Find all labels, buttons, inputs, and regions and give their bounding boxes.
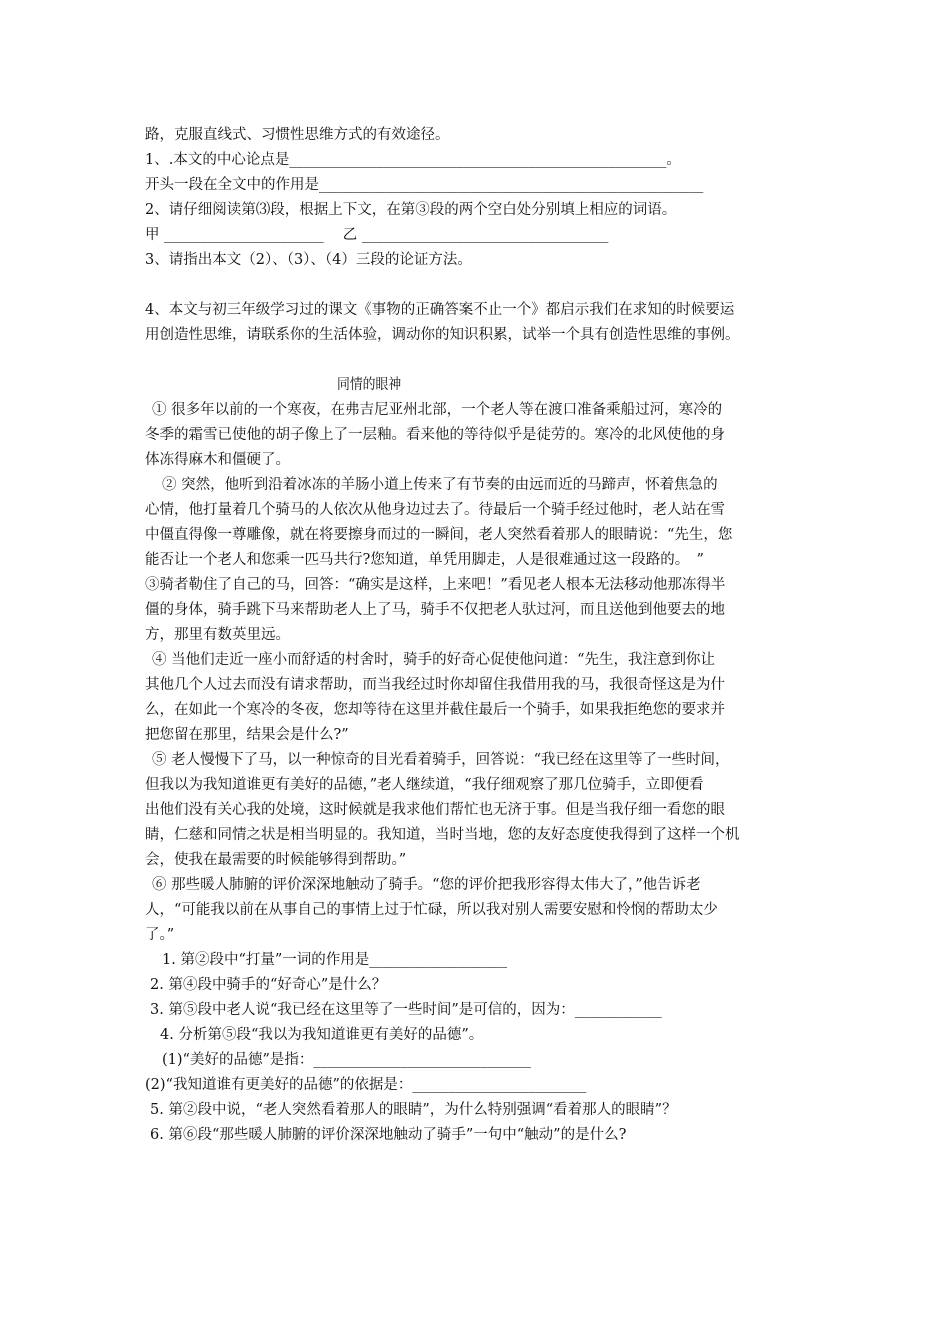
question-2-blanks: 甲 ______________________ 乙 __________________________________ [145, 227, 609, 243]
paragraph-line: ② 突然，他听到沿着冰冻的羊肠小道上传来了有节奏的由远而近的马蹄声，怀着焦急的 [162, 477, 718, 493]
paragraph-line: 体冻得麻木和僵硬了。 [145, 452, 290, 468]
article-title: 同情的眼神 [337, 377, 402, 393]
paragraph-line: ④ 当他们走近一座小而舒适的村舍时，骑手的好奇心促使他问道：“先生，我注意到你让 [152, 652, 716, 668]
exercise-2: 2. 第④段中骑手的“好奇心”是什么？ [150, 977, 387, 993]
paragraph-line: 了。” [145, 927, 175, 943]
exercise-1: 1. 第②段中“打量”一词的作用是___________________ [162, 952, 508, 968]
question-2: 2、请仔细阅读第⑶段，根据上下文，在第③段的两个空白处分别填上相应的词语。 [145, 202, 677, 218]
paragraph-line: 中僵直得像一尊雕像，就在将要擦身而过的一瞬间，老人突然看着那人的眼睛说：“先生，您 [145, 527, 733, 543]
exercise-6: 6. 第⑥段“那些暖人肺腑的评价深深地触动了骑手”一句中“触动”的是什么? [150, 1127, 627, 1143]
question-4-cont: 用创造性思维，请联系你的生活体验，调动你的知识积累，试举一个具有创造性思维的事例。 [145, 327, 740, 343]
paragraph-line: ⑥ 那些暖人肺腑的评价深深地触动了骑手。“您的评价把我形容得太伟大了，”他告诉老 [152, 877, 701, 893]
paragraph-line: ③骑者勒住了自己的马，回答：“确实是这样，上来吧！”看见老人根本无法移动他那冻得半 [145, 577, 726, 593]
paragraph-line: 冬季的霜雪已使他的胡子像上了一层釉。看来他的等待似乎是徒劳的。寒冷的北风使他的身 [145, 427, 725, 443]
paragraph-line: 能否让一个老人和您乘一匹马共行?您知道，单凭用脚走，人是很难通过这一段路的。 ” [145, 552, 704, 568]
paragraph-line: ① 很多年以前的一个寒夜，在弗吉尼亚州北部，一个老人等在渡口准备乘船过河，寒冷的 [152, 402, 723, 418]
exercise-3: 3. 第⑤段中老人说“我已经在这里等了一些时间”是可信的，因为：____________ [150, 1002, 662, 1018]
question-1: 1、.本文的中心论点是____________________________________________________。 [145, 152, 681, 168]
paragraph-line: 僵的身体，骑手跳下马来帮助老人上了马，骑手不仅把老人驮过河，而且送他到他要去的地 [145, 602, 725, 618]
paragraph-line: 出他们没有关心我的处境，这时候就是我求他们帮忙也无济于事。但是当我仔细一看您的眼 [145, 802, 725, 818]
question-1-part-2: 开头一段在全文中的作用是_____________________________________________________ [145, 177, 704, 193]
paragraph-line: 把您留在那里，结果会是什么?” [145, 727, 349, 743]
question-3: 3、请指出本文（2）、（3）、（4）三段的论证方法。 [145, 252, 472, 268]
paragraph-line: 其他几个人过去而没有请求帮助，而当我经过时你却留住我借用我的马，我很奇怪这是为什 [145, 677, 725, 693]
paragraph-line: ⑤ 老人慢慢下了马，以一种惊奇的目光看着骑手，回答说：“我已经在这里等了一些时间， [152, 752, 730, 768]
paragraph-line: 会，使我在最需要的时候能够得到帮助。” [145, 852, 407, 868]
paragraph-line: 方，那里有数英里远。 [145, 627, 290, 643]
paragraph-line: 但我以为我知道谁更有美好的品德，”老人继续道，“我仔细观察了那几位骑手，立即便看 [145, 777, 704, 793]
exercise-5: 5. 第②段中说，“老人突然看着那人的眼睛”，为什么特别强调“看着那人的眼睛”？ [150, 1102, 677, 1118]
exercise-4: 4. 分析第⑤段“我以为我知道谁更有美好的品德”。 [160, 1027, 484, 1043]
paragraph-line: 睛，仁慈和同情之状是相当明显的。我知道，当时当地，您的友好态度使我得到了这样一个机 [145, 827, 740, 843]
paragraph-line: 么，在如此一个寒冷的冬夜，您却等待在这里并截住最后一个骑手，如果我拒绝您的要求并 [145, 702, 725, 718]
paragraph-line: 心情，他打量着几个骑马的人依次从他身边过去了。待最后一个骑手经过他时，老人站在雪 [145, 502, 725, 518]
exercise-4-part-2: (2)“我知道谁有更美好的品德”的依据是：________________________ [145, 1077, 587, 1093]
paragraph-line: 人，“可能我以前在从事自己的事情上过于忙碌，所以我对别人需要安慰和怜悯的帮助太少 [145, 902, 718, 918]
exercise-4-part-1: (1)“美好的品德”是指：______________________________ [162, 1052, 531, 1068]
text-line: 路，克服直线式、习惯性思维方式的有效途径。 [145, 127, 450, 143]
question-4: 4、本文与初三年级学习过的课文《事物的正确答案不止一个》都启示我们在求知的时候要运 [145, 302, 735, 318]
